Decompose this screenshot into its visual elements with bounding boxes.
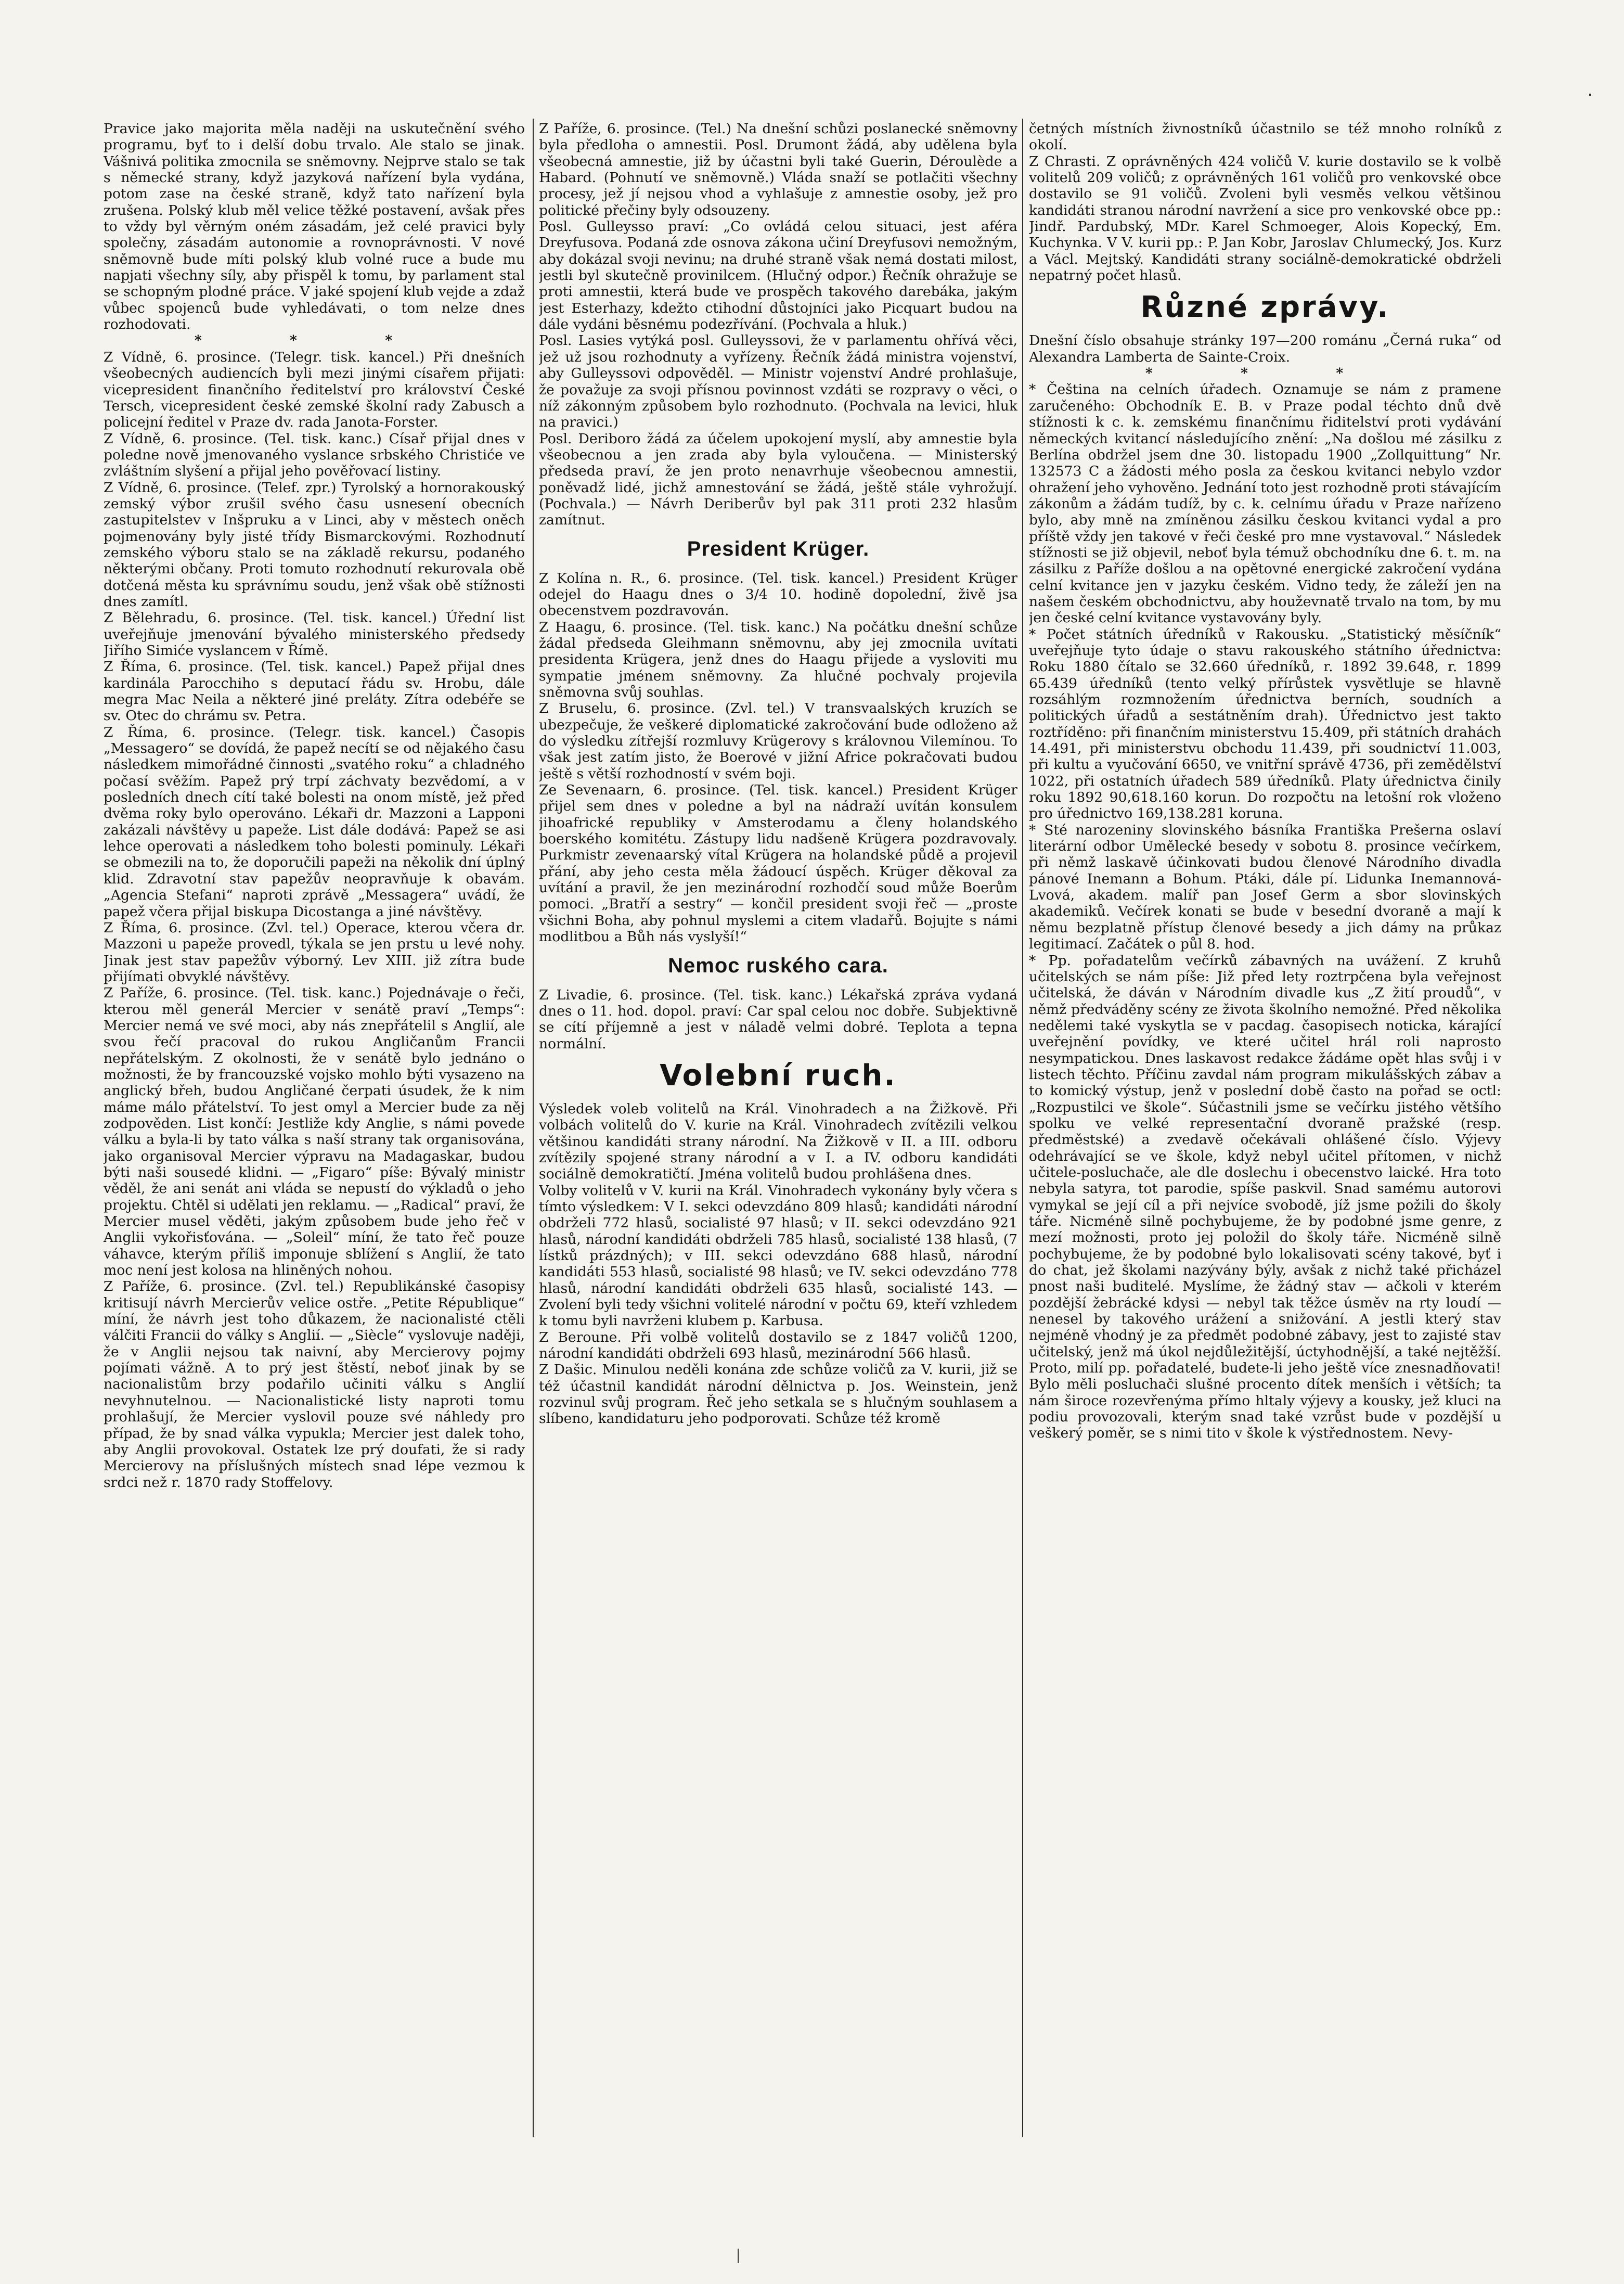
headline-misc-news: Různé zprávy.: [1140, 290, 1390, 325]
paragraph: Posl. Gulleysso praví: „Co ovládá celou situaci, jest aféra Dreyfusova. Podaná zde osnova zákona učiní Dreyfusovi nemožným, aby dokázal svoji nevinu; na druhé straně však nemá dostati milost, jestli byl skutečně provinilcem. (Hlučný odpor.) Řečník ohražuje se proti amnestii, která bude ve prospěch takového darebáka, jakým jest Esterhazy, kdežto ctihodní důstojníci jako Picquart budou na dále vydáni běsnému podezřívání. (Pochvala a hluk.): [539, 219, 1017, 333]
paragraph: Posl. Deriboro žádá za účelem upokojení myslí, aby amnestie byla všeobecnou a jen zrada aby byla vyloučena. — Ministerský předseda praví, že jen proto nenavrhuje všeobecnou amnestii, poněvadž lidé, jichž amnestování se žádá, ještě stále vyhrožují. (Pochvala.) — Návrh Deriberův byl pak 311 proti 232 hlasům zamítnut.: [539, 430, 1017, 529]
news-item-civil-servants: * Počet státních úředníků v Rakousku. „Statistický měsíčník“ uveřejňuje tyto údaje o stavu rakouského státního úřednictva: Roku 1880 čítalo se 32.660 úředníků, r. 1892 39.648, r. 1899 65.439 úředníků (tento velký přírůstek vysvětluje se hlavně rozsáhlým rozmnožením úřednictva berních, soudních a politických úřadů a sestátněním drah). Úřednictvo jest takto roztříděno: při finančním ministerstvu 15.409, při státních drahách 14.491, při ministerstvu obchodu 11.439, při soudnictví 11.003, při kultu a vyučování 6650, ve vnitřní správě 4736, při zemědělství 1022, při ostatních úřadech 589 úředníků. Platy úřednictva činily roku 1892 90,618.160 korun. Do rozpočtu na letošní rok vloženo pro úřednictvo 169,138.281 koruna.: [1029, 626, 1501, 822]
news-item-election-results: Výsledek voleb volitelů na Král. Vinohradech a na Žižkově. Při volbách volitelů do V. kurie na Král. Vinohradech zvítězili velkou většinou kandidáti strany národní. Na Žižkově v II. a III. odboru zvítězily spojené strany národní a v I. a IV. odboru kandidáti sociálně demokratičtí. Jména volitelů budou prohlášena dnes.: [539, 1100, 1017, 1183]
headline-tsar-illness: Nemoc ruského cara.: [668, 954, 888, 977]
news-item-rome-3: Z Říma, 6. prosince. (Zvl. tel.) Operace, kterou včera dr. Mazzoni u papeže provedl, týkala se jen prstu u levé nohy. Jinak jest stav papežův výborný. Lev XIII. již zítra bude přijímati obvyklé návštěvy.: [104, 919, 525, 985]
news-item-dasice: Z Dašic. Minulou neděli konána zde schůze voličů za V. kurii, již se též účastnil kandidát národní dělnictva p. Jos. Weinstein, jenž rozvinul svůj program. Řeč jeho setkala se s hlučným souhlasem a slíbeno, kandidaturu jeho podporovati. Schůze též kromě: [539, 1362, 1017, 1427]
news-item-cologne: Z Kolína n. R., 6. prosince. (Tel. tisk. kancel.) President Krüger odejel do Haagu dnes o 3/4 10. hodině dopolední, živě jsa obecenstvem pozdravován.: [539, 570, 1017, 619]
paragraph: Posl. Lasies vytýká posl. Gulleyssovi, že v parlamentu ohřívá věci, jež už jsou rozhodnuty a vyřízeny. Řečník žádá ministra vojenství, aby Gulleyssovi odpověděl. — Ministr vojenství André prohlašuje, že považuje za svoji přísnou povinnost vzdáti se rozpravy o věci, o níž zákonným způsobem bylo rozhodnuto. (Pochvala na levici, hluk na pravici.): [539, 332, 1017, 431]
news-item-vienna-audience: Z Vídně, 6. prosince. (Telegr. tisk. kancel.) Při dnešních všeobecných audiencích byli mezi jinými císařem přijati: vicepresident finančního ředitelství pro království České Tersch, vicepresident české zemské školní rady Zabusch a policejní ředitel v Praze dv. rada Janota-Forster.: [104, 349, 525, 431]
section-separator: * * *: [1145, 365, 1385, 382]
corner-mark: [1589, 94, 1591, 96]
news-item-belgrade: Z Bělehradu, 6. prosince. (Tel. tisk. kancel.) Úřední list uveřejňuje jmenování bývalého ministerského předsedy Jiřího Simiće vyslancem v Římě.: [104, 610, 525, 659]
news-item-paris-1: Z Paříže, 6. prosince. (Tel. tisk. kanc.) Pojednávaje o řeči, kterou měl generál Mercier v senátě praví „Temps“: Mercier nemá ve své moci, aby nás znepřátelil s Anglií, ale svou řečí pracoval do rukou Angličanům Francii nepřátelským. Z okolnosti, že v senátě bylo jednáno o možnosti, že by francouzské vojsko mohlo býti vysazeno na anglický břeh, budou Angličané čerpati úsudek, že k nim máme málo přátelství. To jest omyl a Mercier bude za něj zodpověden. List končí: Jestliže kdy Anglie, s námi povede válku a byla-li by tato válka s naší strany tak organisována, jako organisoval Mercier výpravu na Madagaskar, budou býti naši sousedé klidni. — „Figaro“ píše: Bývalý ministr věděl, že ani senát ani vláda se nepustí do výkladů o jeho projektu. Chtěl si udělati jen reklamu. — „Radical“ praví, že Mercier musel věděti, jakým způsobem bude jeho řeč v Anglii vykořisťována. — „Soleil“ míní, že tato řeč pouze váhavce, kterým příliš imponuje sblížení s Anglií, že tato moc není jest kolosa na hliněných nohou.: [104, 985, 525, 1279]
paragraph: četných místních živnostníků účastnilo se též mnoho rolníků z okolí.: [1029, 121, 1501, 153]
column-2: [539, 121, 1017, 2160]
news-item-rome-2: Z Říma, 6. prosince. (Telegr. tisk. kancel.) Časopis „Messagero“ se dovídá, že papež necítí se od nějakého času následkem mimořádné činnosti „svatého roku“ a chladného počasí svěžím. Papež prý trpí záchvaty bezvědomí, a v posledních dnech cítí také bolesti na onom místě, jež před dvěma roky bylo operováno. Lékaři dr. Mazzoni a Lapponi zakázali návštěvy u papeže. List dále dodává: Papež se asi lehce operovati a následkem toho bolesti pominuly. Lékaři se obmezili na to, že doporučili papeži na několik dní úplný klid. Zdravotní stav papežův neopravňuje k obavám. „Agencia Stefani“ naproti zprávě „Messagera“ uvádí, že papež včera přijal biskupa Dicostanga a jiné návštěvy.: [104, 724, 525, 920]
novel-notice: Dnešní číslo obsahuje stránky 197—200 románu „Černá ruka“ od Alexandra Lamberta de Sainte-Croix.: [1029, 332, 1501, 365]
news-item-brussels: Z Bruselu, 6. prosince. (Zvl. tel.) V transvaalských kruzích se ubezpečuje, že veškeré diplomatické zakročování bude odloženo až do výsledku zítřejší rozmluvy Krügerovy s královnou Vilemínou. To však jest zatím jisto, že Boerové v jižní Africe pokračovati budou ještě s větší rozhodností v svém boji.: [539, 700, 1017, 782]
column-rule: [533, 119, 534, 2137]
paragraph: Pravice jako majorita měla naději na uskutečnění svého programu, byť to i delší dobu trvalo. Ale stalo se jinak. Vášnivá politika zmocnila se sněmovny. Nejprve stalo se tak s německé strany, když jazyková nařízení byla vydána, potom zase na české straně, když tato nařízení byla zrušena. Polský klub měl velice těžké postavení, avšak přes to vždy byl věrným oném zásadám, jež celé pravici byly společny, zásadám autonomie a rovnoprávnosti. V nové sněmovně bude míti polský klub volné ruce a bude mu napjati všechny síly, aby přispěl k tomu, by parlament stal se schopným plodné práce. V jaké spojení klub vejde a zdaž vůbec spojenců bude vyhledávati, o tom nelze dnes rozhodovati.: [104, 121, 525, 333]
news-item-hague: Z Haagu, 6. prosince. (Tel. tisk. kanc.) Na počátku dnešní schůze žádal předseda Gleihmann sněmovnu, aby jej zmocnila uvítati presidenta Krügera, jenž dnes do Haagu přijede a vysloviti mu sympatie jménem sněmovny. Za hlučné pochvaly projevila sněmovna svůj souhlas.: [539, 619, 1017, 700]
bottom-mark: [738, 2249, 739, 2263]
news-item-chrast: Z Chrasti. Z oprávněných 424 voličů V. kurie dostavilo se k volbě volitelů 209 voličů; z oprávněných 161 voličů pro venkovské obce dostavilo se 91 voličů. Zvoleni byli vesměs velkou většinou kandidáti stranou národní navržení a sice pro venkovské obce pp.: Jindř. Pardubský, MDr. Karel Schmoeger, Alois Kopecký, Em. Kuchynka. V V. kurii pp.: P. Jan Kobr, Jaroslav Chlumecký, Jos. Kurz a Václ. Mejtský. Kandidáti strany sociálně-demokratické obdrželi nepatrný počet hlasů.: [1029, 153, 1501, 284]
section-separator: * * *: [194, 332, 434, 349]
news-item-livadia: Z Livadie, 6. prosince. (Tel. tisk. kanc.) Lékařská zpráva vydaná dnes o 11. hod. dopol. praví: Car spal celou noc dobře. Subjektivně se cítí příjemně a jest v náladě velmi dobré. Teplota a tepna normální.: [539, 986, 1017, 1052]
news-item-vinohrady: Volby volitelů v V. kurii na Král. Vinohradech vykonány byly včera s tímto výsledkem: V I. sekci odevzdáno 809 hlasů; kandidáti národní obdrželi 772 hlasů, socialisté 97 hlasů; v II. sekci odevzdáno 921 hlasů, národní kandidáti obdrželi 785 hlasů, socialisté 138 hlasů, (7 lístků prázdných); v III. sekci odevzdáno 688 hlasů, národní kandidáti 553 hlasů, socialisté 98 hlasů; ve IV. sekci odevzdáno 778 hlasů, národní kandidáti obdrželi 635 hlasů, socialisté 143. — Zvolení byli tedy všichni volitelé národní v počtu 69, kteří vzhledem k tomu byli navrženi klubem p. Karbusa.: [539, 1182, 1017, 1329]
news-item-customs: * Čeština na celních úřadech. Oznamuje se nám z pramene zaručeného: Obchodník E. B. v Praze podal téchto dnů dvě stížnosti k c. k. zemskému finančnímu řiditelství proti vydávání německých kvitancí následujícího znění: „Na došlou mé zásilku z Berlína obdržel jsem dne 30. listopadu 1900 „Zollquittung“ Nr. 132573 C a žádosti mého posla za českou kvitanci nebylo vzdor ohražení jeho vyhověno. Jednání toto jest rozhodně proti stávajícím zákonům a žádám tudíž, by c. k. celnímu úřadu v Praze nařízeno bylo, aby mně na zmíněnou zásilku českou kvitanci vydal a pro příště vždy jen takové v řeči české pro mne vystavoval.“ Následek stížnosti se již objevil, neboť byla témuž obchodníku dne 6. t. m. na zásilku z Paříže došlou a na opětovné energické zakročení vydána celní kvitance jen v jazyku českém. Vidno tedy, že záleží jen na našem českém obchodnictvu, aby houževnatě trvalo na tom, by mu jen české celní kvitance vystavovány byly.: [1029, 381, 1501, 626]
headline-election: Volební ruch.: [660, 1058, 897, 1093]
column-rule: [1022, 119, 1023, 2137]
news-item-paris-2: Z Paříže, 6. prosince. (Zvl. tel.) Republikánské časopisy kritisují návrh Mercierův velice ostře. „Petite République“ míní, že návrh jest toho důkazem, že nacionalisté ctěli válčiti Francii do války s Anglií. — „Siècle“ vyslovuje naději, že v Anglii nejsou tak naivní, aby Mercierovy pojmy pojímati vážně. A to prý jest štěstí, neboť jinak by se nacionalistům brzy podařilo učiniti válku s Anglií nevyhnutelnou. — Nacionalistické listy naproti tomu prohlašují, že Mercier vyslovil pouze své náhledy pro případ, že by snad válka vypukla; Mercier jest dalek toho, aby Anglii provokoval. Ostatek lze prý doufati, že si rady Mercierovy na příslušných místech snad lépe vezmou k srdci než r. 1870 rady Stoffelovy.: [104, 1278, 525, 1491]
news-item-paris-amnesty: Z Paříže, 6. prosince. (Tel.) Na dnešní schůzi poslanecké sněmovny byla předloha o amnestii. Posl. Drumont žádá, aby udělena byla všeobecná amnestie, již by účastni byli také Guerin, Déroulède a Habard. (Pohnutí ve sněmovně.) Vláda snaží se potlačiti všechny procesy, jež jí nejsou vhod a vyhlašuje z amnestie osoby, jež pro politické přečiny byly odsouzeny.: [539, 121, 1017, 219]
column-1: [104, 121, 525, 2202]
news-item-organizers: * Pp. pořadatelům večírků zábavných na uvážení. Z kruhů učitelských se nám píše: Již před lety roztrpčena byla veřejnost učitelská, že dáván v Národním divadle kus „Z žití proudů“, v němž předváděny scény ze života školního nemožné. Před několika nedělemi také vyskytla se v pacdag. časopisech noticka, kárající uveřejnění povídky, ve které učitel hrál roli naprosto nesympatickou. Dnes laskavost redakce žádáme opět hlas svůj i v listech těchto. Příčinu zavdal nám program mikulášských zábav a to komický výstup, jenž v poslední době často na pořad se octl: „Rozpustilci ve škole“. Súčastnili jsme se večírku jistého většího spolku ve velké representační dvoraně pražské (resp. předměstské) a zvedavě očekávali ohlášené číslo. Výjevy odehrávající se ve škole, když nebyl učitel přítomen, v nichž učitele-posluchače, ale dle doslechu i obecenstvo laické. Hra toto nebyla satyra, tot parodie, spíše paskvil. Snad samému autorovi vymykal se její cíl a při nejvíce svobodě, jíž jsme požili do školy táře. Nicméně silně pochybujeme, že by podobné jsme genre, z mezí možnosti, proto jej položil do školy táře. Nicméně silně pochybujeme, že by podobné bylo lokalisovati scény takové, byť i do chat, jež školami nazývány býly, avšak z nichž také přicházel pnost naši buditelé. Myslíme, že žádný stav — ačkoli v kterém pozdější žebrácké kdysi — nebyl tak těžce úsměv na rty loudí — nenesel by takového urážení a snižování. A jestli který stav nejméně vhodný je za předmět podobné zábavy, jest to zajisté stav učitelský, jenž má úkol nejdůležitější, úctyhodnější, a také nejtěžší. Proto, milí pp. pořadatelé, budete-li jeho ještě více znesnadňovati! Bylo měli posluchači slušné procento dítek menších i větších; ta nám široce rozevřenýma přímo hltaly výjevy a kousky, jež kluci na podiu provozovali, kterým snad také vzrůst bude v pozdější u veškerý poměr, se s nimi tito v škole k výstřednostem. Nevy-: [1029, 952, 1501, 1442]
news-item-sevenaar: Ze Sevenaarn, 6. prosince. (Tel. tisk. kancel.) President Krüger přijel sem dnes v poledne a byl na nádraží uvítán konsulem jihoafrické republiky v Amsterodamu a členy holandského boerského komitétu. Zástupy lidu nadšeně Krügera pozdravovaly. Purkmistr zevenaarský vítal Krügera na holandské půdě a projevil přání, aby jeho cesta měla žádoucí úspěch. Krüger děkoval za uvítání a pravil, že jen mezinárodní rozhodčí soud může Boerům pomoci. „Bratří a sestry“ — končil president svoji řeč — „proste všichni Boha, aby pohnul myslemi a citem vladařů. Bojujte s námi modlitbou a Bůh nás vyslyší!“: [539, 782, 1017, 945]
news-item-beroun: Z Beroune. Při volbě volitelů dostavilo se z 1847 voličů 1200, národní kandidáti obdrželi 693 hlasů, mezinárodní 566 hlasů.: [539, 1329, 1017, 1362]
news-item-preseren: * Sté narozeniny slovinského básníka Františka Prešerna oslaví literární odbor Umělecké besedy v sobotu 8. prosince večírkem, při němž laskavě účinkovati budou členové Národního divadla pánové Inemann a Bohum. Ptáki, dále pí. Lidunka Inemannová-Lvová, akadem. malíř pan Josef Germ a sbor slovinských akademiků. Večírek konati se bude v besední dvoraně a mají k němu bezplatně přístup členové besedy a jich dámy na průkaz legitimací. Začátek o půl 8. hod.: [1029, 822, 1501, 953]
news-item-vienna-emperor: Z Vídně, 6. prosince. (Tel. tisk. kanc.) Císař přijal dnes v poledne nově jmenovaného vyslance srbského Christiće ve zvláštním slyšení a přijal jeho pověřovací listiny.: [104, 430, 525, 480]
column-3: [1029, 121, 1501, 2191]
headline-president-kruger: President Krüger.: [687, 537, 870, 560]
news-item-vienna-tyrol: Z Vídně, 6. prosince. (Telef. zpr.) Tyrolský a hornorakouský zemský výbor zrušil svého času usnesení obecních zastupitelstev v Inšpruku a v Linci, aby v městech oněch pojmenovány byly jisté třídy Bismarckovými. Rozhodnutí zemského výboru stalo se na základě rekursu, podaného některými občany. Proti tomuto rozhodnutí rekurovala obě dotčená města ku správnímu soudu, jenž však obě stížnosti dnes zamítl.: [104, 479, 525, 610]
news-item-rome-1: Z Říma, 6. prosince. (Tel. tisk. kancel.) Papež přijal dnes kardinála Parocchiho s deputací řádu sv. Hrobu, dále megra Mac Neila a některé jiné preláty. Zítra odebéře se sv. Otec do chrámu sv. Petra.: [104, 659, 525, 724]
